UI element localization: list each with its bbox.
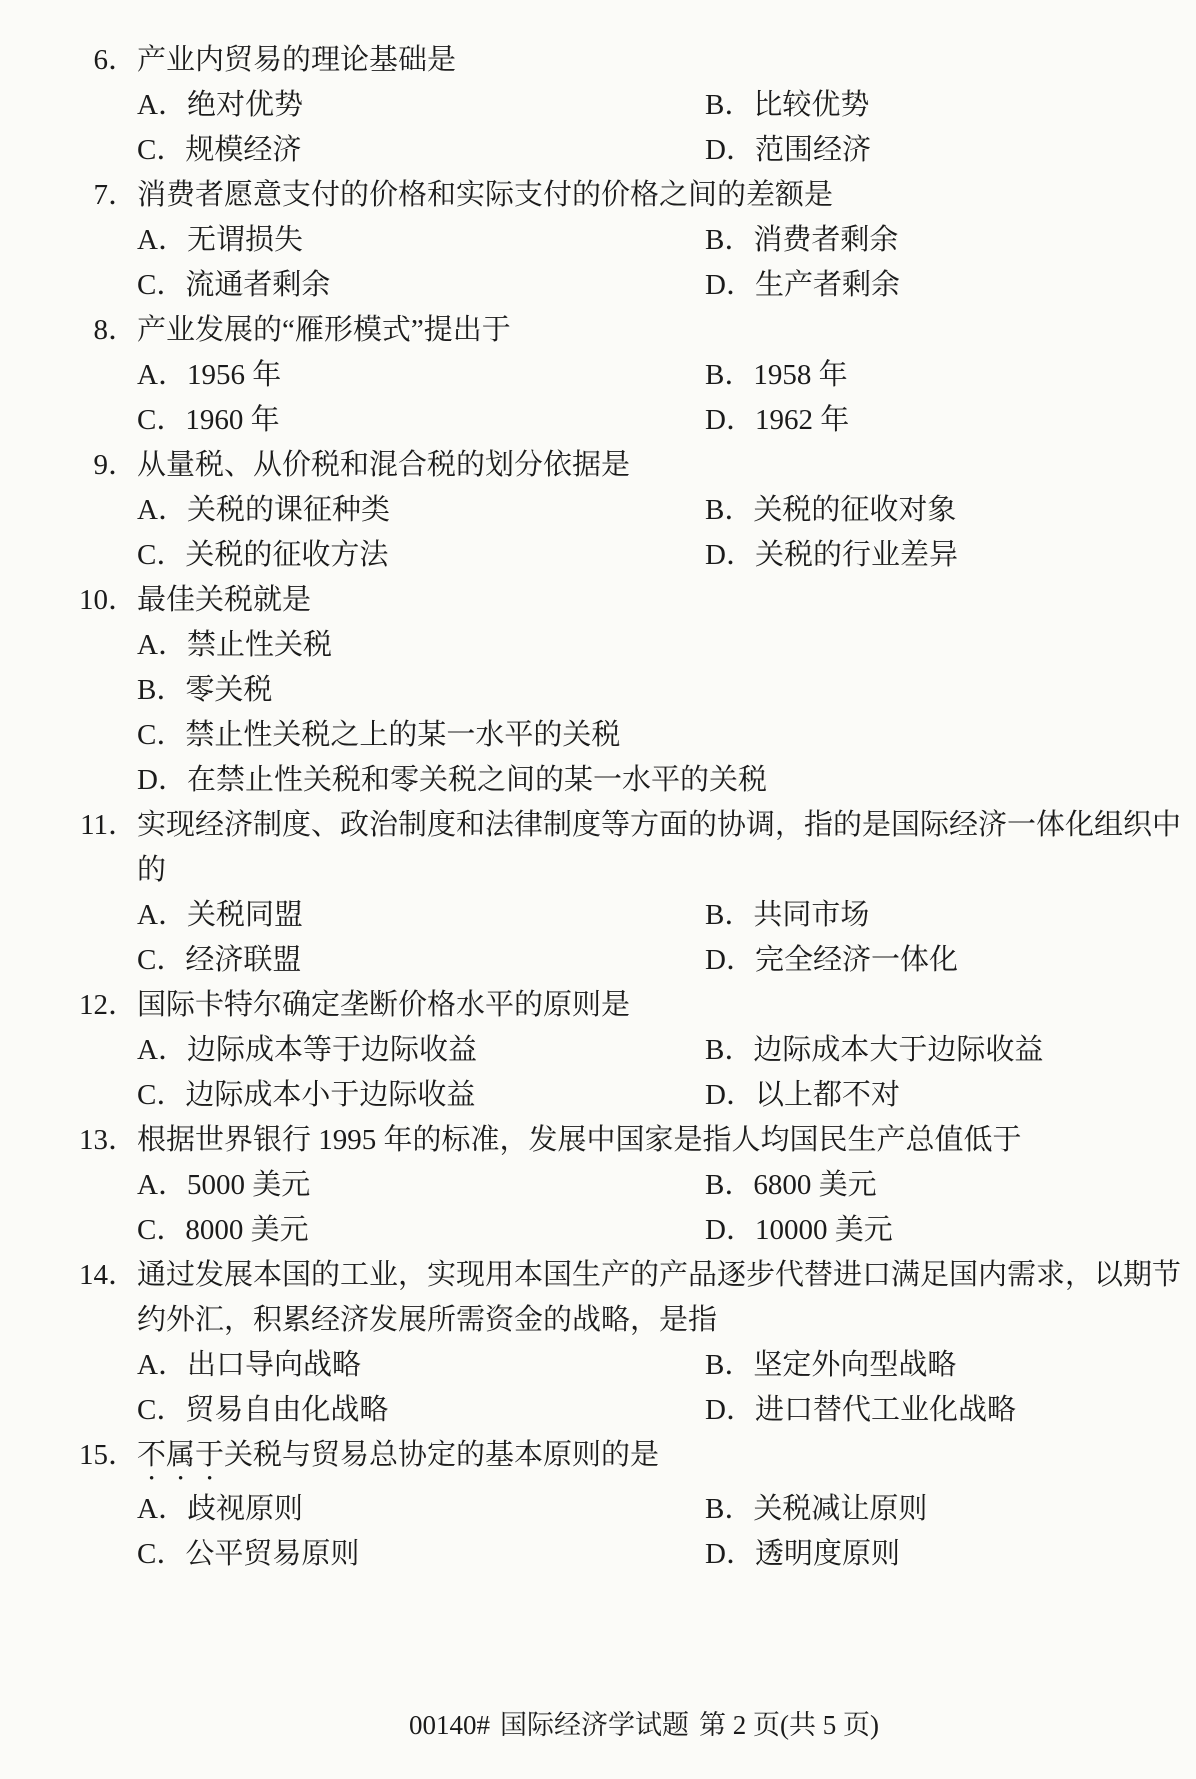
options bbox=[137, 1028, 1138, 1118]
question-number: 11． bbox=[80, 809, 137, 841]
option-D: D．范围经济 bbox=[705, 134, 871, 166]
question-stem bbox=[137, 38, 1138, 83]
question-stem-row bbox=[72, 443, 1138, 488]
options bbox=[137, 1343, 1138, 1433]
stem-line: 的 bbox=[137, 854, 167, 886]
option-A: A．歧视原则 bbox=[137, 1493, 303, 1525]
option-C: C．公平贸易原则 bbox=[137, 1538, 360, 1570]
question-stem bbox=[137, 578, 1138, 623]
stem-line: 约外汇，积累经济发展所需资金的战略，是指 bbox=[137, 1304, 718, 1336]
question-number: 14． bbox=[78, 1259, 137, 1291]
options bbox=[137, 893, 1138, 983]
option-D: D．在禁止性关税和零关税之间的某一水平的关税 bbox=[137, 764, 767, 796]
options bbox=[137, 83, 1138, 173]
option-A: A．1956 年 bbox=[137, 359, 282, 391]
option-B: B．比较优势 bbox=[705, 89, 870, 121]
option-D: D．1962 年 bbox=[705, 404, 850, 436]
option-B: B．1958 年 bbox=[705, 359, 848, 391]
option-A: A．绝对优势 bbox=[137, 89, 303, 121]
options bbox=[137, 218, 1138, 308]
question-stem bbox=[137, 983, 1138, 1028]
option-D: D．10000 美元 bbox=[705, 1214, 893, 1246]
question-12 bbox=[72, 983, 1138, 1118]
option-C: C．禁止性关税之上的某一水平的关税 bbox=[137, 719, 621, 751]
stem-emphasized-text: 不属于 bbox=[137, 1439, 225, 1471]
question-13 bbox=[72, 1118, 1138, 1253]
question-14 bbox=[72, 1253, 1182, 1433]
question-number: 10． bbox=[78, 584, 137, 616]
question-stem-row bbox=[72, 1433, 1138, 1487]
option-B: B．边际成本大于边际收益 bbox=[705, 1034, 1044, 1066]
question-number: 13． bbox=[78, 1124, 137, 1156]
question-10 bbox=[72, 578, 1138, 803]
question-number: 6． bbox=[93, 44, 137, 76]
option-B: B．6800 美元 bbox=[705, 1169, 877, 1201]
page-footer bbox=[46, 1703, 1196, 1742]
stem-line: 最佳关税就是 bbox=[137, 584, 312, 616]
footer-course-code: 00140# bbox=[409, 1710, 490, 1740]
option-C: C．贸易自由化战略 bbox=[137, 1394, 389, 1426]
question-8 bbox=[72, 308, 1138, 443]
question-number: 7． bbox=[93, 179, 137, 211]
option-B: B．关税减让原则 bbox=[705, 1493, 928, 1525]
option-D: D．进口替代工业化战略 bbox=[705, 1394, 1016, 1426]
option-B: B．坚定外向型战略 bbox=[705, 1349, 957, 1381]
question-6 bbox=[72, 38, 1138, 173]
question-stem bbox=[137, 1433, 1138, 1487]
options bbox=[137, 353, 1138, 443]
option-C: C．8000 美元 bbox=[137, 1214, 309, 1246]
options bbox=[137, 1487, 1138, 1577]
stem-line: 产业发展的“雁形模式”提出于 bbox=[137, 314, 511, 346]
question-9 bbox=[72, 443, 1138, 578]
option-C: C．流通者剩余 bbox=[137, 269, 331, 301]
question-number: 9． bbox=[93, 449, 137, 481]
option-D: D．透明度原则 bbox=[705, 1538, 900, 1570]
stem-line: 从量税、从价税和混合税的划分依据是 bbox=[137, 449, 631, 481]
footer-page-number: 第 2 页(共 5 页) bbox=[699, 1710, 879, 1740]
option-C: C．关税的征收方法 bbox=[137, 539, 389, 571]
question-stem-row bbox=[72, 1253, 1182, 1343]
question-7 bbox=[72, 173, 1138, 308]
option-B: B．共同市场 bbox=[705, 899, 870, 931]
option-B: B．消费者剩余 bbox=[705, 224, 899, 256]
option-C: C．经济联盟 bbox=[137, 944, 302, 976]
question-stem-row bbox=[72, 173, 1138, 218]
question-11 bbox=[72, 803, 1182, 983]
option-C: C．边际成本小于边际收益 bbox=[137, 1079, 476, 1111]
option-C: C．规模经济 bbox=[137, 134, 302, 166]
question-15 bbox=[72, 1433, 1138, 1577]
stem-line: 根据世界银行 1995 年的标准，发展中国家是指人均国民生产总值低于 bbox=[137, 1124, 1022, 1156]
option-A: A．出口导向战略 bbox=[137, 1349, 361, 1381]
stem-line: 消费者愿意支付的价格和实际支付的价格之间的差额是 bbox=[137, 179, 834, 211]
options bbox=[137, 1163, 1138, 1253]
option-B: B．关税的征收对象 bbox=[705, 494, 957, 526]
option-D: D．关税的行业差异 bbox=[705, 539, 958, 571]
stem-line: 通过发展本国的工业，实现用本国生产的产品逐步代替进口满足国内需求，以期节 bbox=[137, 1259, 1182, 1291]
option-D: D．完全经济一体化 bbox=[705, 944, 958, 976]
stem-line: 产业内贸易的理论基础是 bbox=[137, 44, 457, 76]
question-number: 12． bbox=[78, 989, 137, 1021]
question-stem bbox=[137, 803, 1182, 893]
question-stem bbox=[137, 308, 1138, 353]
option-D: D．生产者剩余 bbox=[705, 269, 900, 301]
options bbox=[137, 623, 1138, 803]
question-stem-row bbox=[72, 578, 1138, 623]
stem-text: 关税与贸易总协定的基本原则的是 bbox=[224, 1439, 660, 1471]
question-stem bbox=[137, 173, 1138, 218]
option-A: A．关税的课征种类 bbox=[137, 494, 390, 526]
question-stem bbox=[137, 1118, 1138, 1163]
question-number: 15． bbox=[78, 1439, 137, 1471]
option-C: C．1960 年 bbox=[137, 404, 280, 436]
option-D: D．以上都不对 bbox=[705, 1079, 900, 1111]
question-stem bbox=[137, 1253, 1182, 1343]
question-number: 8． bbox=[93, 314, 137, 346]
question-stem-row bbox=[72, 38, 1138, 83]
option-A: A．关税同盟 bbox=[137, 899, 303, 931]
stem-line bbox=[137, 1433, 1138, 1487]
question-stem-row bbox=[72, 983, 1138, 1028]
question-stem bbox=[137, 443, 1138, 488]
question-stem-row bbox=[72, 803, 1182, 893]
footer-paper-title: 国际经济学试题 bbox=[500, 1710, 689, 1740]
stem-line: 实现经济制度、政治制度和法律制度等方面的协调，指的是国际经济一体化组织中 bbox=[137, 809, 1182, 841]
stem-line: 国际卡特尔确定垄断价格水平的原则是 bbox=[137, 989, 631, 1021]
question-list bbox=[72, 38, 1182, 1577]
option-A: A．边际成本等于边际收益 bbox=[137, 1034, 477, 1066]
question-stem-row bbox=[72, 1118, 1138, 1163]
option-B: B．零关税 bbox=[137, 674, 273, 706]
options bbox=[137, 488, 1138, 578]
option-A: A．无谓损失 bbox=[137, 224, 303, 256]
option-A: A．禁止性关税 bbox=[137, 629, 332, 661]
question-stem-row bbox=[72, 308, 1138, 353]
option-A: A．5000 美元 bbox=[137, 1169, 311, 1201]
